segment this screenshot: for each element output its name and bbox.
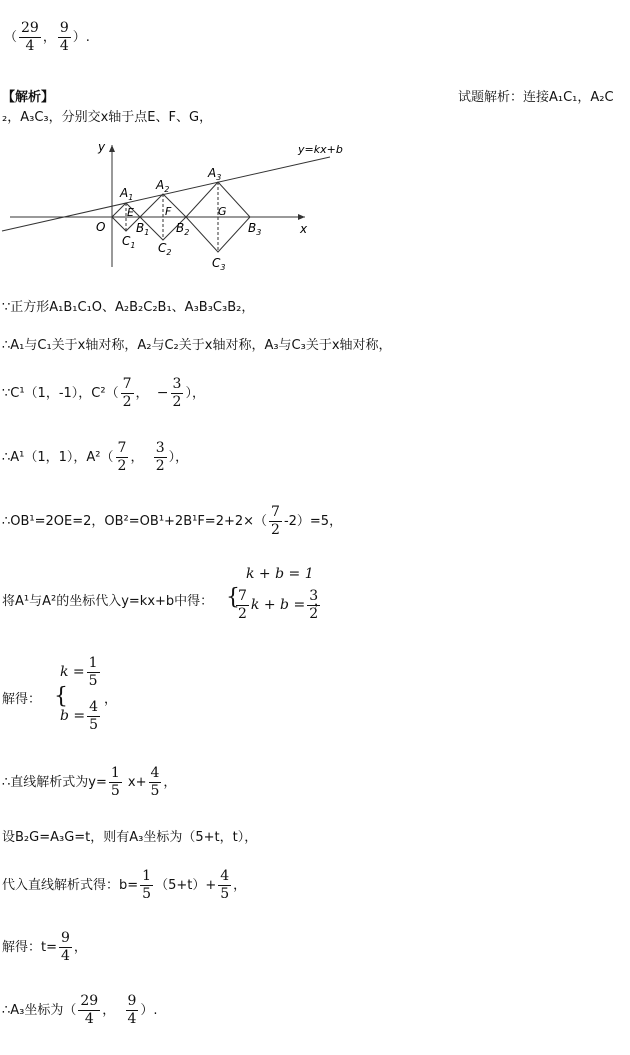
origin-label: O — [96, 220, 106, 234]
x-axis-arrow — [298, 214, 305, 220]
header-right-intro: 试题解析：连接A₁C₁，A₂C — [458, 90, 614, 105]
svg-text:B1: $B_1$ — [136, 221, 150, 237]
line-7-label: 解得： — [2, 692, 42, 707]
solution-k: k = $\frac{1}{5}$ — [60, 655, 98, 689]
y-axis-arrow — [109, 145, 115, 152]
x-axis-label: x — [300, 222, 308, 236]
line-4: ∴A¹（1，1），A²（ $\frac{7}{2}$ ， $\frac{3}{2}$ ）， — [2, 440, 189, 474]
point-g-label: G — [218, 205, 227, 218]
svg-text:C2: $C_2$ — [158, 241, 172, 257]
top-answer: （ $\frac{29}{4}$ ， $\frac{9}{4}$ ）. — [4, 20, 90, 54]
paren-open: （ — [4, 30, 18, 45]
line-y-kx-b — [2, 157, 330, 231]
y-axis-label: y — [98, 140, 106, 154]
line-5: ∴OB¹=2OE=2，OB²=OB¹+2B¹F=2+2×（ $\frac{7}{2}$ -2）=5， — [2, 504, 343, 538]
svg-text:A2: $A_2$ — [156, 178, 170, 194]
line-2: ∴A₁与C₁关于x轴对称，A₂与C₂关于x轴对称，A₃与C₃关于x轴对称， — [2, 338, 392, 353]
line-1: ∵正方形A₁B₁C₁O、A₂B₂C₂B₁、A₃B₃C₃B₂， — [2, 300, 255, 315]
fraction-x: $\frac{29}{4}$ — [21, 20, 39, 54]
line-10: 代入直线解析式得：b= $\frac{1}{5}$ （5+t）+ $\frac{4}{5}$ ， — [2, 868, 247, 902]
svg-text:C3: $C_3$ — [212, 256, 226, 272]
line-label: y=kx+b — [298, 143, 343, 156]
svg-text:C1: $C_1$ — [122, 234, 136, 250]
svg-text:B3: $B_3$ — [248, 221, 262, 237]
line-9: 设B₂G=A₃G=t，则有A₃坐标为（5+t，t）， — [2, 830, 258, 845]
line-3: ∵C¹（1，-1），C²（ $\frac{7}{2}$ ， − $\frac{3}{2}$ ）， — [2, 376, 205, 410]
brace-2: { — [54, 684, 68, 709]
fraction-y: $\frac{9}{4}$ — [59, 20, 69, 54]
equation-2: $\frac{7}{2}$ k + b = $\frac{3}{2}$ — [238, 588, 319, 622]
line-11: 解得：t= $\frac{9}{4}$ ， — [2, 930, 87, 964]
line-6-label: 将A¹与A²的坐标代入y=kx+b中得： — [2, 594, 214, 609]
analysis-label: 【解析】 — [2, 90, 55, 105]
point-f-label: F — [165, 205, 172, 218]
solution-b: b = $\frac{4}{5}$ — [60, 699, 99, 733]
line-12: ∴A₃坐标为（ $\frac{29}{4}$ ， $\frac{9}{4}$ ）. — [2, 993, 158, 1027]
header-line2: ₂，A₃C₃，分别交x轴于点E、F、G， — [2, 110, 213, 125]
geometry-figure — [0, 135, 350, 275]
point-e-label: E — [127, 206, 134, 219]
svg-text:A1: $A_1$ — [120, 186, 134, 202]
svg-text:A3: $A_3$ — [208, 166, 222, 182]
svg-text:B2: $B_2$ — [176, 221, 190, 237]
line-8: ∴直线解析式为y= $\frac{1}{5}$ x+ $\frac{4}{5}$ ， — [2, 765, 177, 799]
equation-1: k + b = 1 — [246, 566, 314, 582]
brace-1: { — [226, 585, 240, 610]
